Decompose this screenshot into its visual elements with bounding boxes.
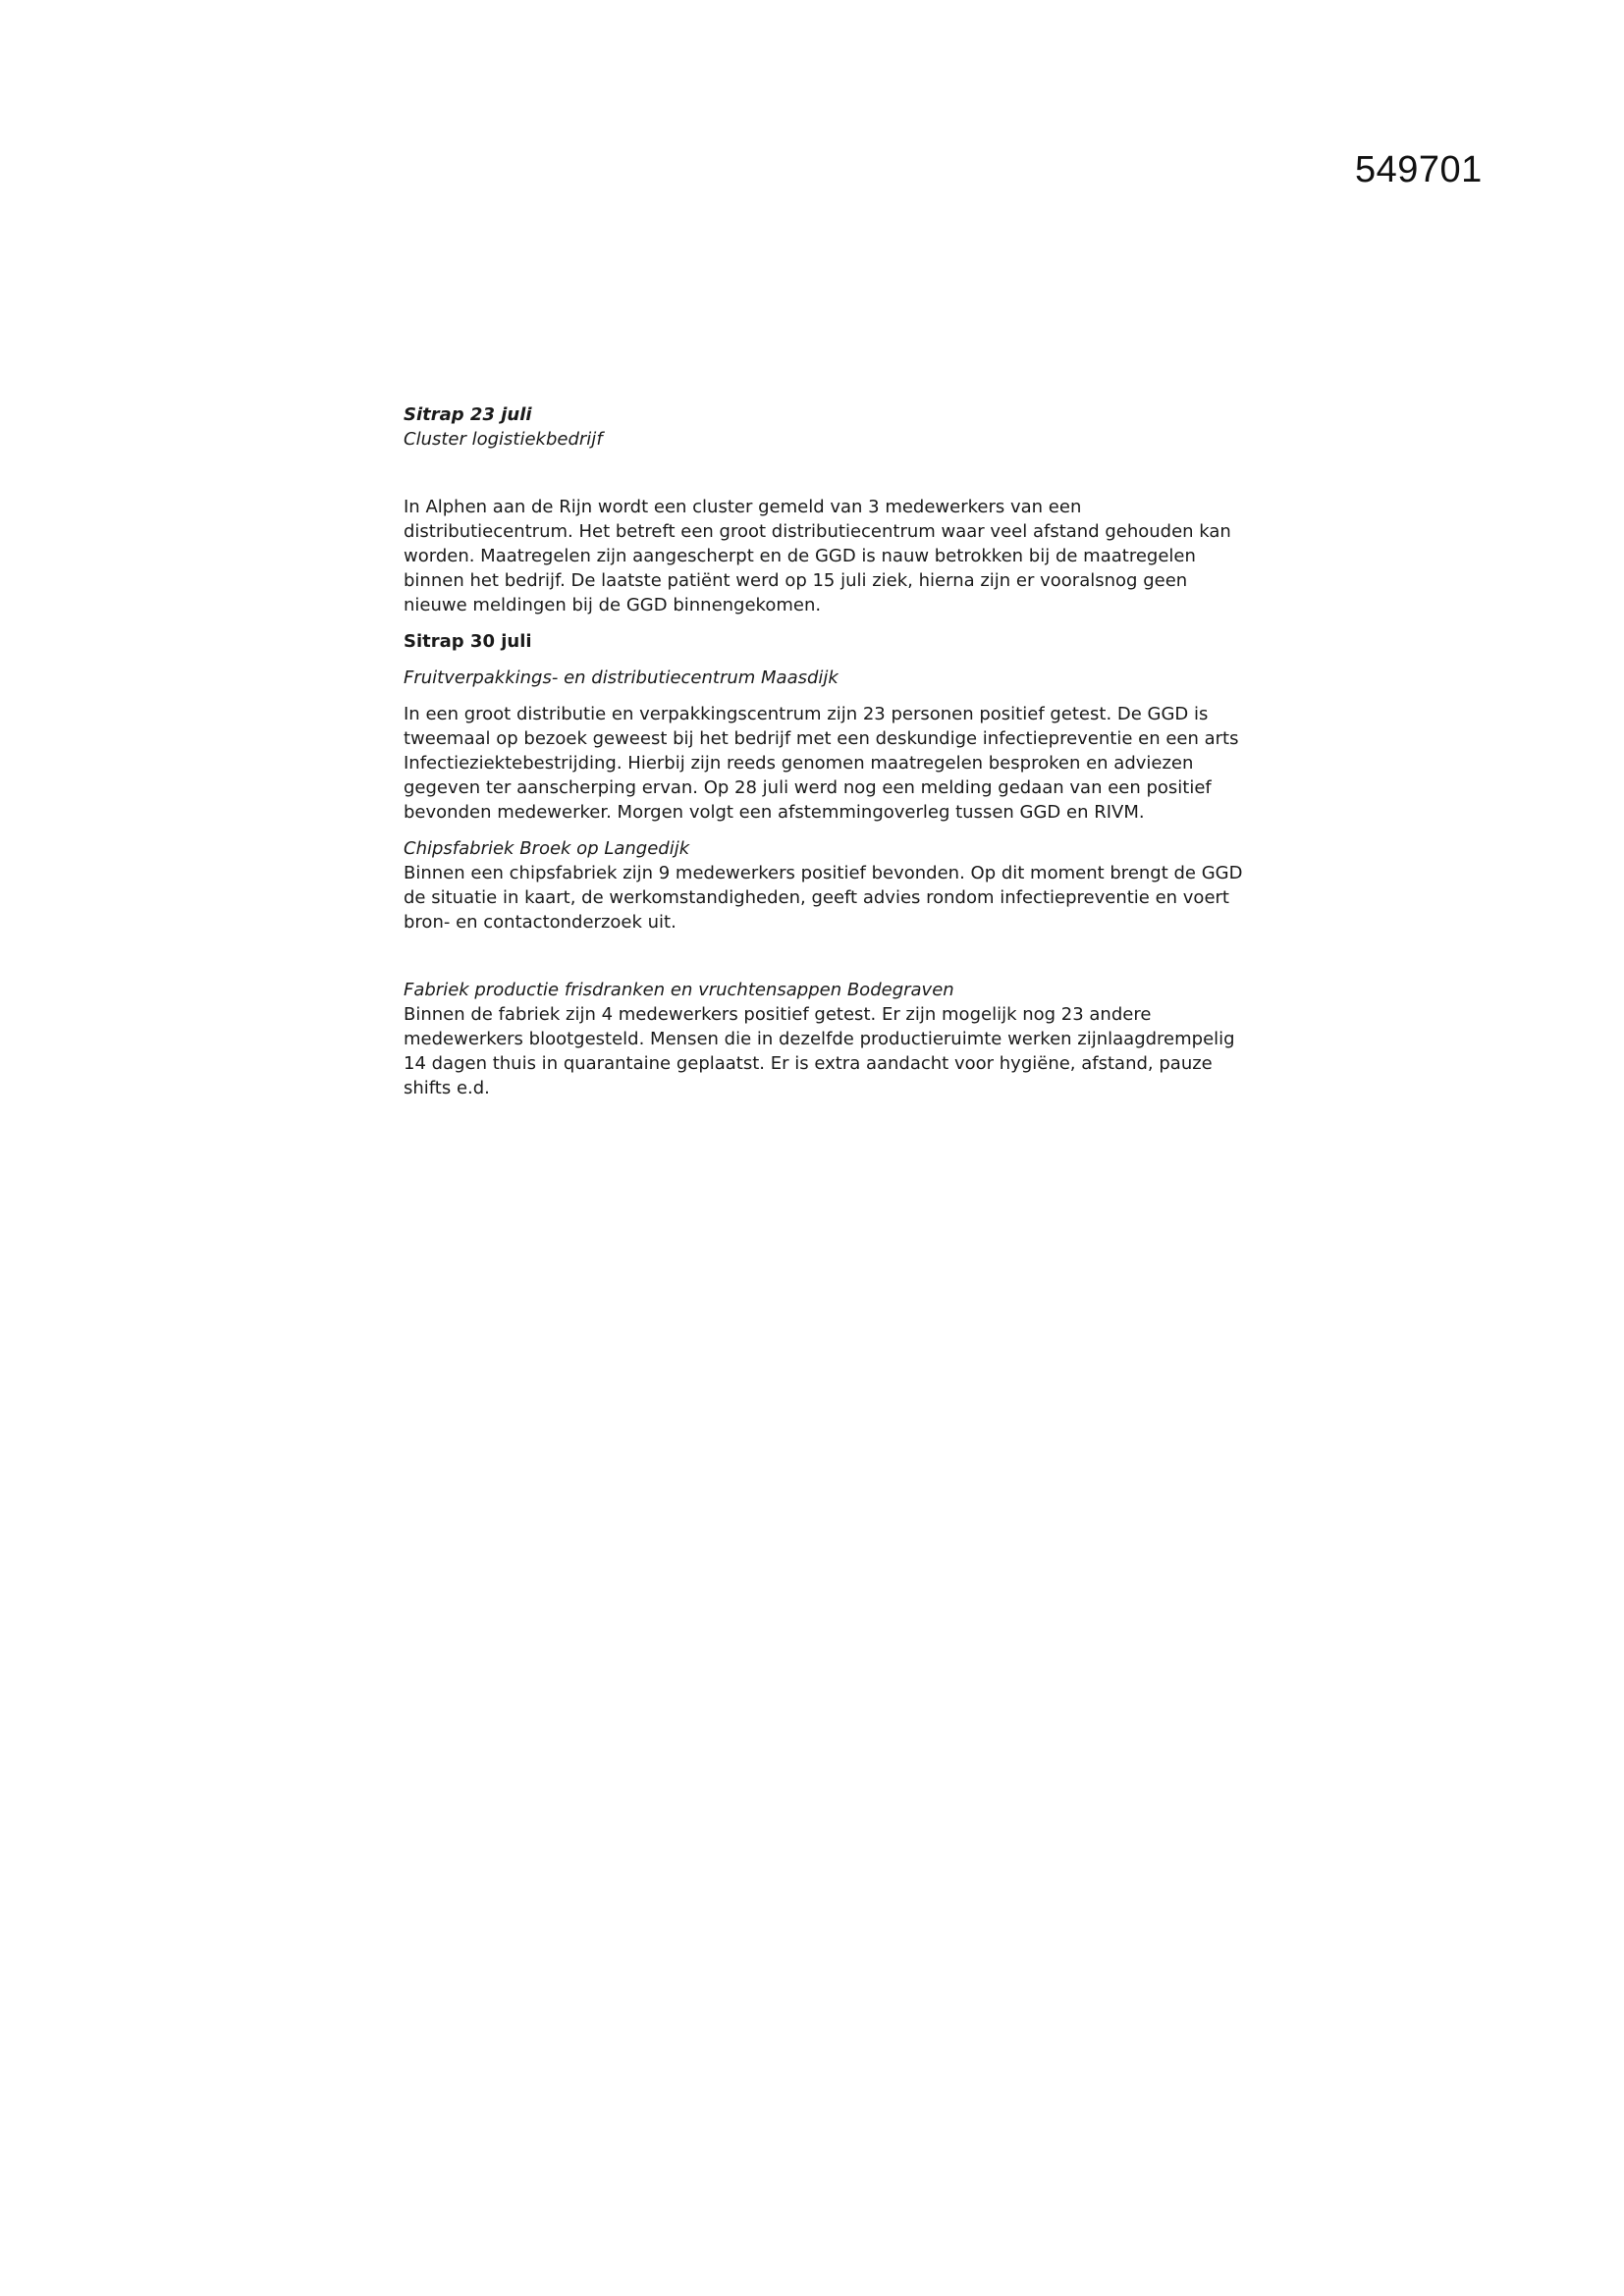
bodegraven-body: Binnen de fabriek zijn 4 medewerkers positief getest. Er zijn mogelijk nog 23 andere medewerkers blootgesteld. Mensen die in dezelfde productieruimte werken zijnlaagdrempelig 14 dagen thuis in quarantaine geplaatst. Er is extra aandacht voor hygiëne, afstand, pauze shifts e.d. [404,1004,1235,1098]
sitrap-23-juli-body: In Alphen aan de Rijn wordt een cluster gemeld van 3 medewerkers van een distributiecentrum. Het betreft een groot distributiecentrum waar veel afstand gehouden kan worden. Maatregelen zijn aangescherpt en de GGD is nauw betrokken bij de maatregelen binnen het bedrijf. De laatste patiënt werd op 15 juli ziek, hierna zijn er vooralsnog geen nieuwe meldingen bij de GGD binnengekomen. [404,497,1231,615]
langedijk-heading: Chipsfabriek Broek op Langedijk [404,838,690,859]
document-number: 549701 [1355,149,1483,190]
sitrap-23-juli-title: Sitrap 23 juli [404,404,532,425]
bodegraven-heading: Fabriek productie frisdranken en vruchtensappen Bodegraven [404,980,954,1000]
maasdijk-body: In een groot distributie en verpakkingscentrum zijn 23 personen positief getest. De GGD is tweemaal op bezoek geweest bij het bedrijf met een deskundige infectiepreventie en een arts Infectieziektebestrijding. Hierbij zijn reeds genomen maatregelen besproken en adviezen gegeven ter aanscherping ervan. Op 28 juli werd nog een melding gedaan van een positief bevonden medewerker. Morgen volgt een afstemmingoverleg tussen GGD en RIVM. [404,704,1239,823]
langedijk-body: Binnen een chipsfabriek zijn 9 medewerkers positief bevonden. Op dit moment brengt de GGD de situatie in kaart, de werkomstandigheden, geeft advies rondom infectiepreventie en voert bron- en contactonderzoek uit. [404,863,1243,933]
cluster-logistiekbedrijf-subtitle: Cluster logistiekbedrijf [404,429,603,450]
maasdijk-heading: Fruitverpakkings- en distributiecentrum Maasdijk [404,667,839,688]
sitrap-30-juli-title: Sitrap 30 juli [404,631,532,652]
document-body [404,402,1248,1100]
